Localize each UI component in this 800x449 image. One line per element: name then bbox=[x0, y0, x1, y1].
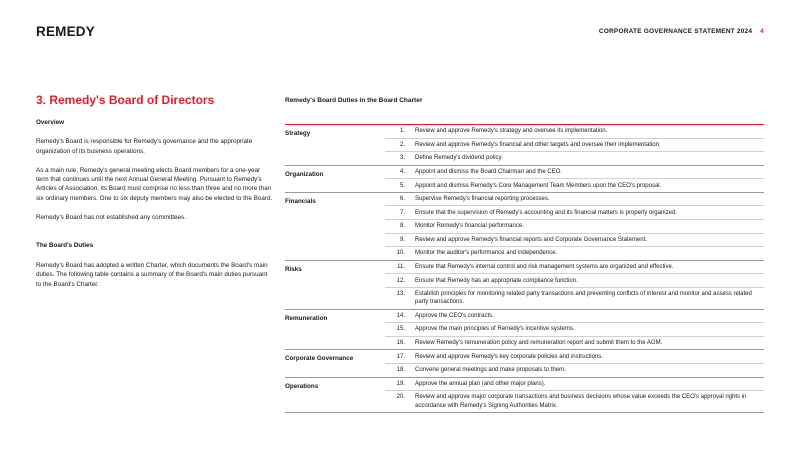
duty-text: Approve the annual plan (and other major plans). bbox=[415, 380, 546, 387]
table-row bbox=[385, 125, 764, 139]
section-title: 3. Remedy's Board of Directors bbox=[36, 93, 215, 107]
duty-number: 1. bbox=[399, 128, 405, 135]
table-row bbox=[385, 323, 764, 337]
table-title: Remedy's Board Duties in the Board Charter bbox=[285, 97, 423, 104]
board-duties-table bbox=[285, 124, 764, 413]
table-row bbox=[385, 166, 764, 180]
overview-paragraph-3: Remedy's Board has not established any committees. bbox=[36, 213, 186, 221]
duty-text: Ensure that Remedy has an appropriate compliance function. bbox=[415, 277, 578, 284]
duty-text: Appoint and dismiss Remedy's Core Management Team Members upon the CEO's proposal. bbox=[415, 182, 662, 189]
duty-number: 19. bbox=[396, 380, 405, 387]
duty-category-group bbox=[285, 378, 764, 413]
duty-text: Review and approve Remedy's strategy and oversee its implementation. bbox=[415, 128, 608, 135]
duty-category-group bbox=[285, 261, 764, 310]
duty-number: 15. bbox=[396, 326, 405, 333]
duty-category-label: Strategy bbox=[285, 130, 311, 137]
document-title: CORPORATE GOVERNANCE STATEMENT 2024 bbox=[598, 28, 753, 35]
duty-text: Convene general meetings and make proposals to them. bbox=[415, 367, 566, 374]
duty-category-group bbox=[285, 193, 764, 261]
duty-text: Ensure that the supervision of Remedy's accounting and its financial matters is properly organized. bbox=[415, 209, 677, 216]
duty-text: Review and approve major corporate transactions and business decisions whose value exceeds the CEO's approval rights in accordance with Remedy's Signing Authorities Matrix. bbox=[415, 394, 747, 409]
table-row bbox=[385, 337, 764, 350]
table-row bbox=[385, 261, 764, 275]
duty-category-group bbox=[285, 166, 764, 193]
duty-text: Establish principles for monitoring related party transactions and preventing conflicts of interest and monitor and assess related party transactions. bbox=[415, 291, 752, 306]
duty-category-label: Corporate Governance bbox=[285, 355, 354, 363]
table-row bbox=[385, 378, 764, 392]
duty-text: Monitor Remedy's financial performance. bbox=[415, 223, 524, 230]
duty-number: 12. bbox=[396, 277, 405, 284]
duty-category-label: Operations bbox=[285, 382, 319, 390]
duty-text: Review Remedy's remuneration policy and remuneration report and submit them to the AGM. bbox=[415, 340, 663, 347]
duties-paragraph: Remedy's Board has adopted a written Charter, which documents the Board's main duties. The following table contains a summary of the Board's main duties pursuant to the Board's Charter. bbox=[36, 261, 268, 288]
duty-number: 17. bbox=[396, 353, 405, 360]
duty-category-label: Financials bbox=[285, 197, 316, 205]
duty-number: 9. bbox=[399, 236, 405, 243]
duty-number: 8. bbox=[399, 223, 405, 230]
duty-category-group bbox=[285, 125, 764, 166]
table-row bbox=[385, 364, 764, 377]
duty-text: Define Remedy's dividend policy. bbox=[415, 155, 503, 162]
duty-number: 2. bbox=[399, 141, 405, 148]
duty-text: Review and approve Remedy's financial reports and Corporate Governance Statement. bbox=[415, 236, 647, 243]
duty-number: 6. bbox=[399, 196, 405, 203]
table-row bbox=[385, 350, 764, 364]
duty-number: 7. bbox=[399, 209, 405, 216]
table-row bbox=[385, 139, 764, 153]
duty-text: Supervise Remedy's financial reporting processes. bbox=[415, 196, 550, 203]
table-row bbox=[385, 391, 764, 412]
table-row bbox=[385, 274, 764, 288]
duty-category-group bbox=[285, 350, 764, 377]
duties-heading: The Board's Duties bbox=[36, 242, 94, 250]
remedy-logo: REMEDY bbox=[36, 24, 95, 39]
duty-text: Review and approve Remedy's financial and other targets and oversee their implementation. bbox=[415, 141, 661, 148]
duty-text: Ensure that Remedy's internal control and risk management systems are organized and effective. bbox=[415, 263, 674, 270]
duty-number: 3. bbox=[399, 155, 405, 162]
table-row bbox=[385, 179, 764, 192]
table-row bbox=[385, 152, 764, 165]
duty-number: 13. bbox=[396, 291, 405, 298]
duty-number: 4. bbox=[399, 168, 405, 175]
duty-number: 5. bbox=[399, 182, 405, 189]
duty-text: Review and approve Remedy's key corporate policies and instructions. bbox=[415, 353, 603, 360]
duty-number: 11. bbox=[397, 263, 405, 270]
duty-text: Appoint and dismiss the Board Chairman and the CEO. bbox=[415, 168, 563, 175]
page-header bbox=[599, 28, 764, 35]
overview-heading: Overview bbox=[36, 119, 65, 126]
table-row bbox=[385, 247, 764, 260]
overview-paragraph-1: Remedy's Board is responsible for Remedy's governance and the appropriate organization of its business operations. bbox=[36, 138, 253, 155]
table-row bbox=[385, 234, 764, 248]
duty-number: 20. bbox=[396, 394, 405, 401]
table-row bbox=[385, 206, 764, 220]
duty-category-label: Risks bbox=[285, 265, 302, 273]
duty-text: Approve the main principles of Remedy's incentive systems. bbox=[415, 326, 575, 333]
overview-paragraph-2: As a main rule, Remedy's general meeting elects Board members for a one-year term that continues until the next Annual General Meeting. Pursuant to Remedy's Articles of Association, its Board must comprise no less than three and no more than six ordinary members. One to six deputy members may also be elected to the Board. bbox=[36, 166, 273, 202]
page-number: 4 bbox=[760, 28, 764, 35]
table-row bbox=[385, 310, 764, 324]
duty-category-group bbox=[285, 310, 764, 351]
duty-category-label: Remuneration bbox=[285, 314, 328, 322]
table-row bbox=[385, 220, 764, 234]
table-row bbox=[385, 193, 764, 207]
duty-text: Monitor the auditor's performance and independence. bbox=[415, 250, 558, 257]
duty-number: 14. bbox=[396, 312, 405, 319]
duty-number: 16. bbox=[396, 340, 405, 347]
duty-category-label: Organization bbox=[285, 170, 324, 178]
duty-text: Approve the CEO's contracts. bbox=[415, 312, 494, 319]
duty-number: 10. bbox=[396, 250, 405, 257]
table-row bbox=[385, 288, 764, 309]
overview-column bbox=[36, 118, 274, 298]
duty-number: 18. bbox=[396, 367, 405, 374]
